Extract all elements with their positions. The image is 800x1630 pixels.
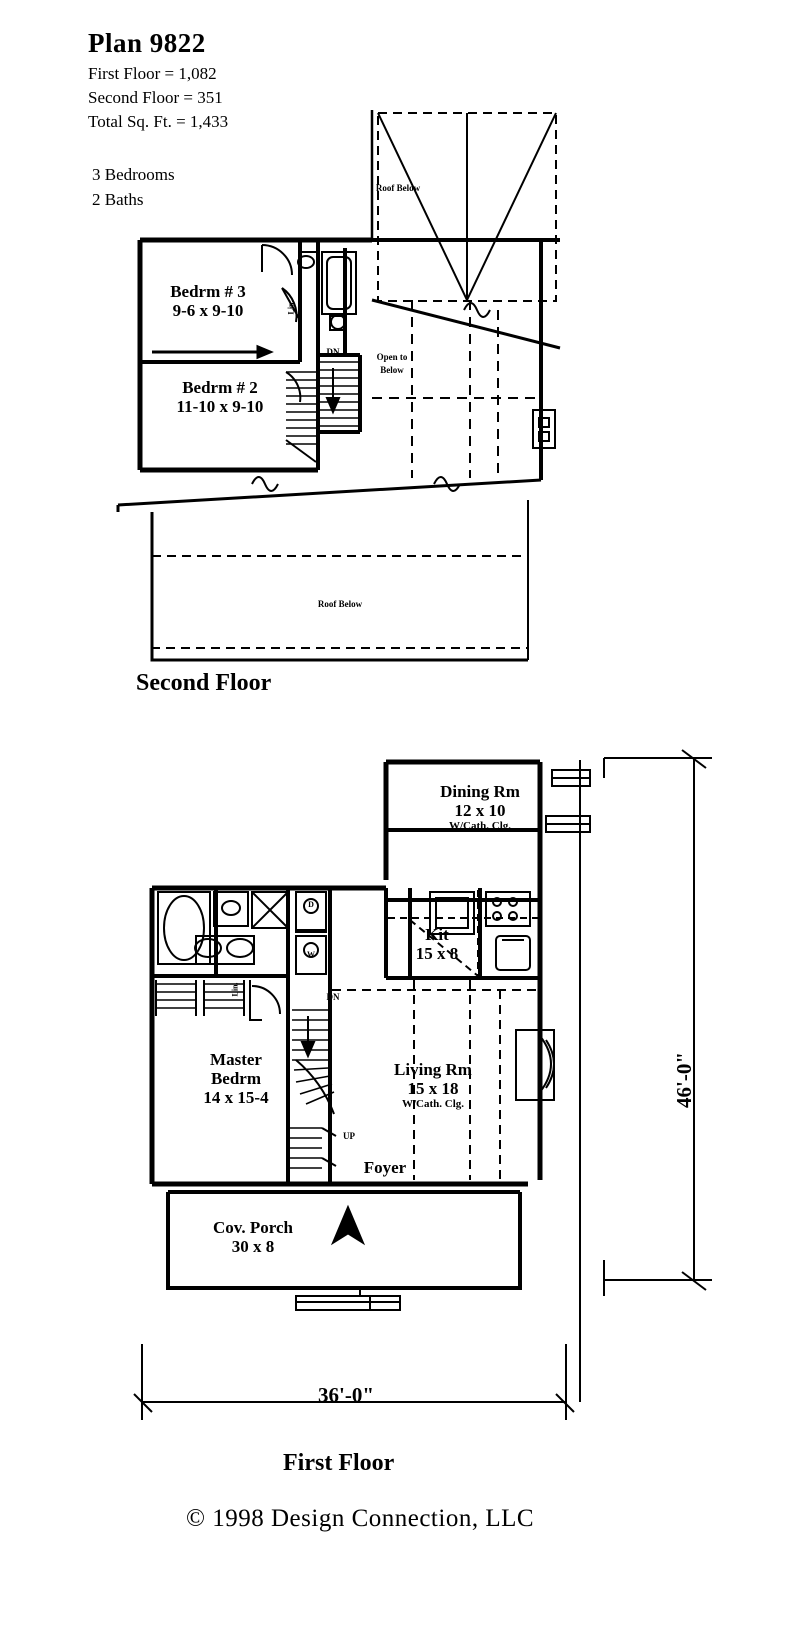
room-name: Bedrm # 2 xyxy=(182,378,258,397)
room-dims: 9-6 x 9-10 xyxy=(172,301,244,321)
room-dims: 12 x 10 xyxy=(454,801,506,821)
page-title: Plan 9822 xyxy=(88,28,206,58)
height-dimension: 46'-0" xyxy=(672,1052,696,1108)
room-name-line2: Bedrm xyxy=(210,1069,262,1089)
room-dining xyxy=(410,782,550,832)
roof-below-label-top: Roof Below xyxy=(375,183,421,193)
room-foyer xyxy=(340,1158,430,1177)
room-dims: 15 x 18 xyxy=(407,1079,459,1099)
open-to-below-label-line1: Open to xyxy=(376,352,408,362)
linen-closet-label: Lin. xyxy=(286,300,296,315)
room-name: Living Rm xyxy=(394,1060,472,1079)
room-note: W/Cath. Clg. xyxy=(401,1098,465,1111)
first-floor-label: First Floor xyxy=(283,1450,395,1476)
roof-below-label-bottom: Roof Below xyxy=(317,599,363,609)
room-dims: 15 x 8 xyxy=(415,944,459,964)
copyright-notice: © 1998 Design Connection, LLC xyxy=(186,1505,535,1532)
total-sqft: Total Sq. Ft. = 1,433 xyxy=(88,112,229,131)
stair-up-label-first: UP xyxy=(343,1131,355,1141)
open-to-below-label-line2: Below xyxy=(380,365,404,375)
baths-count: 2 Baths xyxy=(92,190,144,209)
bedrooms-count: 3 Bedrooms xyxy=(92,165,175,184)
room-bedrm-3 xyxy=(148,282,268,320)
room-living xyxy=(370,1060,496,1110)
room-master-bedrm xyxy=(168,1050,304,1107)
room-dims: 11-10 x 9-10 xyxy=(176,397,264,417)
width-dimension: 36'-0" xyxy=(318,1383,374,1407)
room-name: Foyer xyxy=(363,1158,407,1177)
first-floor-sqft: First Floor = 1,082 xyxy=(88,64,217,83)
linen-closet-label-first: Lin. xyxy=(230,982,240,997)
room-name: Kit xyxy=(425,925,449,944)
room-name: Bedrm # 3 xyxy=(170,282,246,301)
second-floor-sqft: Second Floor = 351 xyxy=(88,88,223,107)
room-note: W/Cath. Clg. xyxy=(448,820,512,833)
room-dims: 30 x 8 xyxy=(231,1237,275,1257)
room-name: Cov. Porch xyxy=(213,1218,293,1237)
room-bedrm-2 xyxy=(150,378,290,416)
washer-label: W xyxy=(307,950,315,959)
second-floor-label: Second Floor xyxy=(136,670,272,696)
room-cov-porch xyxy=(186,1218,320,1256)
room-kitchen xyxy=(382,925,492,963)
stair-dn-label: DN xyxy=(326,347,340,357)
room-dims: 14 x 15-4 xyxy=(203,1088,269,1108)
second-floor-linework xyxy=(0,0,800,700)
dryer-label: D xyxy=(308,900,314,909)
stair-dn-label-first: DN xyxy=(326,992,340,1002)
room-name-line1: Master xyxy=(210,1050,262,1069)
room-name: Dining Rm xyxy=(440,782,520,801)
